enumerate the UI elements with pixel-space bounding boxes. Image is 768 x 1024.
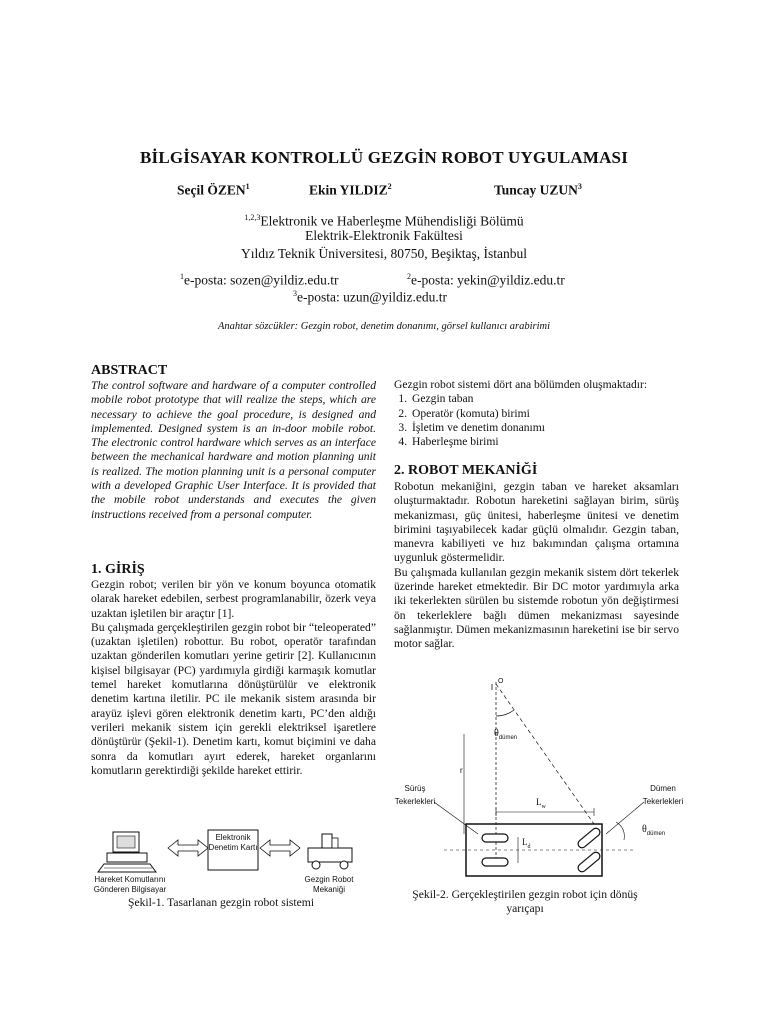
section-2-paragraph-2: Bu çalışmada kullanılan gezgin mekanik sistem dört tekerlek üzerinde hareket etmektedir. Bir DC motor yardımıyla arka iki tekerlekten sürülen bu sistemde robotun yön değiştirmesi ön tekerleklere bağlı dümen mekanizması sayesinde sağlanmıştır. Dümen mekanizmasının hareketini ise bir servo motor sağlar. [394, 565, 679, 651]
figure-2-caption: Şekil-2. Gerçekleştirilen gezgin robot için dönüş yarıçapı [412, 888, 638, 915]
affiliation-faculty: Elektrik-Elektronik Fakültesi [305, 228, 463, 243]
figure-2-diagram [394, 674, 694, 884]
keywords: Anahtar sözcükler: Gezgin robot, denetim donanımı, görsel kullanıcı arabirimi [217, 321, 551, 332]
control-board-label: Elektronik Denetim Kartı [208, 833, 258, 852]
list-item: 4. Haberleşme birimi [410, 435, 679, 449]
section-2-body [394, 480, 679, 652]
system-parts-intro [394, 378, 679, 449]
figure-1-caption: Şekil-1. Tasarlanan gezgin robot sistemi [128, 896, 315, 909]
label-drive-wheels: Sürüş Tekerlekleri [394, 784, 436, 806]
paper-title: BİLGİSAYAR KONTROLLÜ GEZGİN ROBOT UYGULAMASI [139, 148, 629, 167]
section-1-paragraph-2: Bu çalışmada gerçekleştirilen gezgin robot bir “teleoperated” (uzaktan işletilen) robottur. Bu robot, operatör tarafından uzaktan gönderilen komutları yerine getirir [2]. Kullanıcının kişisel bilgisayar (PC) yardımıyla girdiği karmaşık komutlar temel hareket komutlarına dönüştürülür ve elektronik denetim kartına iletilir. PC ile mekanik sistem arasında bir arayüz işlevi gören elektronik denetim kartı, PC’den aldığı verileri mekanik sistem için gerekli elektriksel işaretlere dönüştürür (Şekil-1). Denetim kartı, komut biçimini ve daha sonra da komutları ayırt ederek, hareket organlarını komutların gerektirdiği şekilde hareket ettirir. [91, 620, 376, 777]
section-1-heading: 1. GİRİŞ [91, 562, 145, 577]
section-2-paragraph-1: Robotun mekaniğini, gezgin taban ve hareket aksamları oluşturmaktadır. Robotun hareketini sağlayan birim, sürüş mekanizması, güç ünitesi, haberleşme ünitesi ve denetim birimini taşıyabilecek kadar güçlü olmalıdır. Gezgin taban, manevra kabiliyeti ve hız bakımından çalışma ortamına uygunluk göstermelidir. [394, 480, 679, 565]
system-parts-list [394, 392, 679, 449]
figure-2 [394, 674, 694, 884]
email-1: $^1$e-posta: sozen@yildiz.edu.tr [180, 272, 339, 288]
section-1-body [91, 578, 376, 778]
label-r: r [460, 766, 463, 775]
email-3: $^3$e-posta: uzun@yildiz.edu.tr [293, 289, 448, 305]
author-2: Ekin YILDIZ$^2$ [309, 182, 392, 198]
list-item: 1. Gezgin taban [410, 392, 679, 406]
abstract-text: The control software and hardware of a computer controlled mobile robot prototype that will realize the steps, which are necessary to achieve the goal procedure, is designed and implemented. Designed system is an in-door mobile robot. The electronic control hardware which serves as an interface between the mechanical hardware and motion planning unit is realized. The motion planning unit is a personal computer with a developed Graphic User Interface. It is provided that the mobile robot understands and executes the given instructions received from a personal computer. [91, 379, 376, 521]
figure-1 [80, 826, 380, 896]
computer-label: Hareket Komutlarını Gönderen Bilgisayar [93, 875, 167, 894]
label-lw: $L_w$ [536, 797, 546, 810]
list-item: 2. Operatör (komuta) birimi [410, 407, 679, 421]
section-2-heading: 2. ROBOT MEKANİĞİ [394, 463, 538, 478]
affiliation-department: $^{1,2,3}$Elektronik ve Haberleşme Mühendisliği Bölümü [244, 213, 524, 229]
label-o: O [498, 678, 504, 685]
label-steer-wheels: Dümen Tekerlekleri [642, 784, 684, 806]
label-ld: $L_d$ [522, 837, 531, 850]
author-3: Tuncay UZUN$^3$ [494, 182, 582, 198]
robot-label: Gezgin Robot Mekaniği [304, 875, 354, 894]
label-theta: $\theta_{dümen}$ [494, 728, 518, 741]
robot-icon [308, 834, 352, 869]
double-arrow-left [168, 840, 208, 856]
double-arrow-right [260, 840, 300, 856]
affiliation-university: Yıldız Teknik Üniversitesi, 80750, Beşiktaş, İstanbul [240, 246, 528, 261]
abstract-heading: ABSTRACT [91, 363, 168, 378]
system-parts-text: Gezgin robot sistemi dört ana bölümden oluşmaktadır: [394, 378, 648, 391]
list-item: 3. İşletim ve denetim donanımı [410, 421, 679, 435]
computer-icon [98, 832, 156, 872]
email-2: $^2$e-posta: yekin@yildiz.edu.tr [407, 272, 565, 288]
section-1-paragraph-1: Gezgin robot; verilen bir yön ve konum boyunca otomatik olarak hareket edebilen, serbest programlanabilir, özerk veya uzaktan işletilen bir araçtır [1]. [91, 578, 376, 620]
label-theta-right: $\theta_{dümen}$ [642, 824, 666, 837]
author-1: Seçil ÖZEN$^1$ [177, 182, 250, 198]
